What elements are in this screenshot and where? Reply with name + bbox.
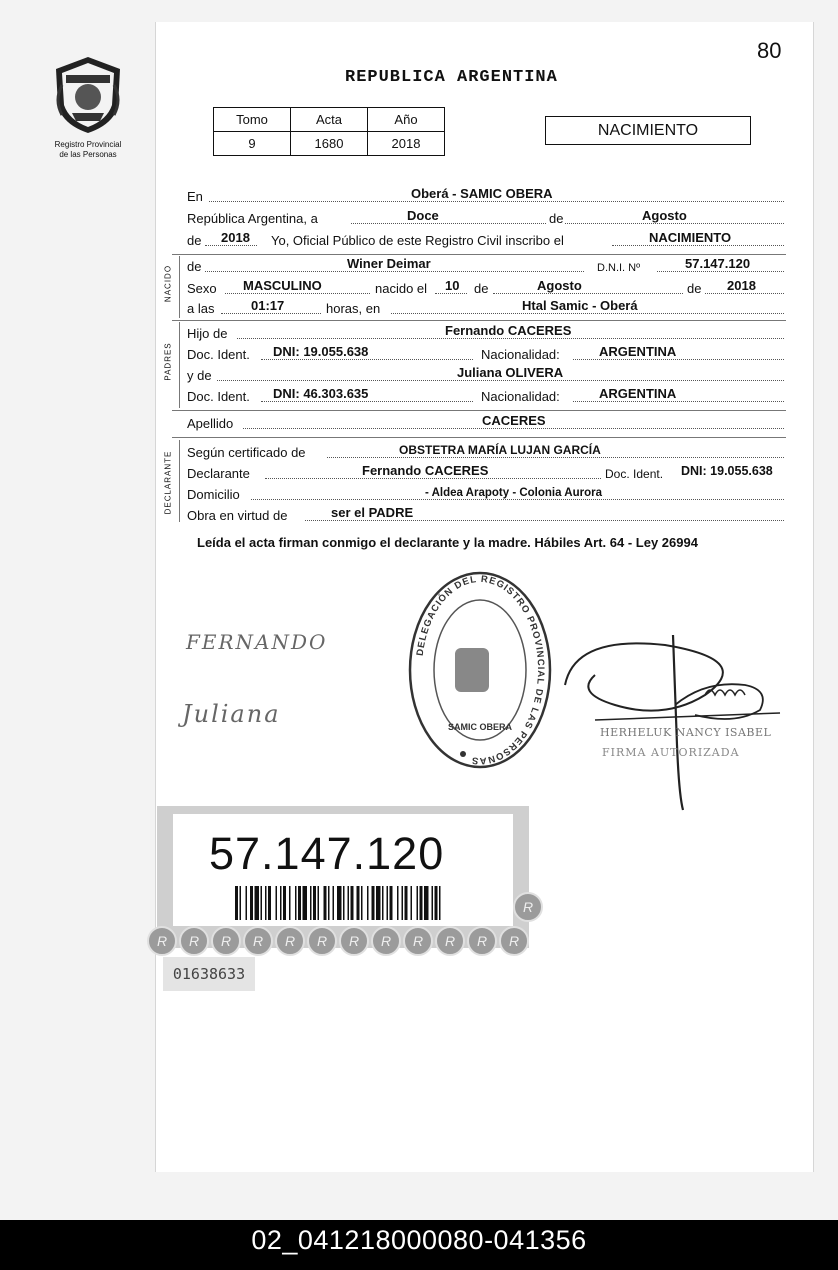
line-certificado: Según certificado de OBSTETRA MARÍA LUJAN GARCÍA — [187, 443, 784, 461]
certificado-value: OBSTETRA MARÍA LUJAN GARCÍA — [399, 443, 601, 457]
dni-sticker: 57.147.120 R R R R R R R R R R R R R — [157, 806, 529, 948]
line-nacido-sexo: Sexo MASCULINO nacido el 10 de Agosto de 2018 — [187, 279, 784, 297]
table-header-tomo: Tomo — [214, 108, 291, 132]
line-obra: Obra en virtud de ser el PADRE — [187, 506, 784, 524]
provincial-shield-logo — [52, 55, 124, 135]
line-father-doc: Doc. Ident. DNI: 19.055.638 Nacionalidad: ARGENTINA — [187, 345, 784, 363]
document-title: REPUBLICA ARGENTINA — [345, 68, 558, 87]
year-value: 2018 — [221, 230, 250, 245]
birth-year: 2018 — [727, 278, 756, 293]
line-nacido-hora: a las 01:17 horas, en Htal Samic - Oberá — [187, 299, 784, 317]
line-officer: de 2018 Yo, Oficial Público de este Registro Civil inscribo el NACIMIENTO — [187, 231, 784, 249]
table-value-tomo: 9 — [214, 132, 291, 156]
official-signature — [555, 625, 795, 815]
svg-text:SAMIC OBERA: SAMIC OBERA — [447, 722, 513, 732]
serial-number: 01638633 — [163, 957, 255, 991]
sexo-value: MASCULINO — [243, 278, 322, 293]
table-header-anio: Año — [368, 108, 445, 132]
mother-doc: DNI: 46.303.635 — [273, 386, 369, 401]
line-apellido: Apellido CACERES — [187, 414, 784, 432]
declarante-doc: DNI: 19.055.638 — [681, 464, 773, 478]
table-value-anio: 2018 — [368, 132, 445, 156]
closing-statement: Leída el acta firman conmigo el declarante y la madre. Hábiles Art. 64 - Ley 26994 — [197, 535, 698, 550]
act-type-box: NACIMIENTO — [545, 116, 751, 145]
line-domicilio: Domicilio - Aldea Arapoty - Colonia Aurora — [187, 485, 784, 503]
line-hijo-de: Hijo de Fernando CACERES — [187, 324, 784, 342]
registry-caption: Registro Provincial de las Personas — [54, 140, 122, 159]
line-mother-doc: Doc. Ident. DNI: 46.303.635 Nacionalidad: ARGENTINA — [187, 387, 784, 405]
svg-text:DELEGACIÓN DEL REGISTRO PROVIN: DELEGACIÓN DEL REGISTRO PROVINCIAL DE LAS PERSONAS — [414, 573, 547, 767]
declarante-value: Fernando CACERES — [362, 463, 489, 478]
birth-month: Agosto — [537, 278, 582, 293]
line-republica: República Argentina, a Doce de Agosto — [187, 209, 784, 227]
inscribo-value: NACIMIENTO — [649, 230, 732, 245]
official-name: HERHELUK NANCY ISABEL — [600, 726, 772, 739]
line-declarante: Declarante Fernando CACERES Doc. Ident. DNI: 19.055.638 — [187, 463, 773, 481]
section-padres-label: PADRES — [163, 342, 173, 381]
newborn-dni: 57.147.120 — [685, 256, 751, 271]
file-identifier-footer: 02_041218000080-041356 — [0, 1220, 838, 1270]
line-y-de: y de Juliana OLIVERA — [187, 366, 784, 384]
month-value: Agosto — [642, 208, 687, 223]
newborn-name: Winer Deimar — [347, 256, 431, 271]
birth-time: 01:17 — [251, 298, 285, 313]
table-value-acta: 1680 — [291, 132, 368, 156]
record-table — [213, 107, 445, 156]
official-title: FIRMA AUTORIZADA — [602, 746, 740, 759]
table-header-acta: Acta — [291, 108, 368, 132]
barcode — [235, 886, 440, 920]
registry-seal-stamp — [405, 570, 555, 775]
line-nacido-name: de Winer Deimar D.N.I. Nº 57.147.120 — [187, 257, 784, 275]
father-nationality: ARGENTINA — [599, 344, 677, 359]
mother-signature: Juliana — [182, 700, 281, 728]
section-nacido-label: NACIDO — [163, 264, 173, 303]
section-declarante-label: DECLARANTE — [163, 450, 173, 515]
obra-value: ser el PADRE — [331, 505, 414, 520]
day-value: Doce — [407, 208, 439, 223]
domicilio-value: - Aldea Arapoty - Colonia Aurora — [425, 487, 602, 499]
mother-nationality: ARGENTINA — [599, 386, 677, 401]
mother-name: Juliana OLIVERA — [457, 365, 564, 380]
place-value: Oberá - SAMIC OBERA — [411, 186, 553, 201]
declarant-signature: FERNANDO — [186, 630, 328, 654]
sticker-number: 57.147.120 — [209, 828, 445, 879]
line-en: En Oberá - SAMIC OBERA — [187, 187, 784, 205]
father-doc: DNI: 19.055.638 — [273, 344, 369, 359]
page-number: 80 — [757, 38, 782, 63]
apellido-value: CACERES — [482, 413, 546, 428]
birth-place: Htal Samic - Oberá — [522, 298, 638, 313]
birth-day: 10 — [445, 278, 460, 293]
father-name: Fernando CACERES — [445, 323, 572, 338]
